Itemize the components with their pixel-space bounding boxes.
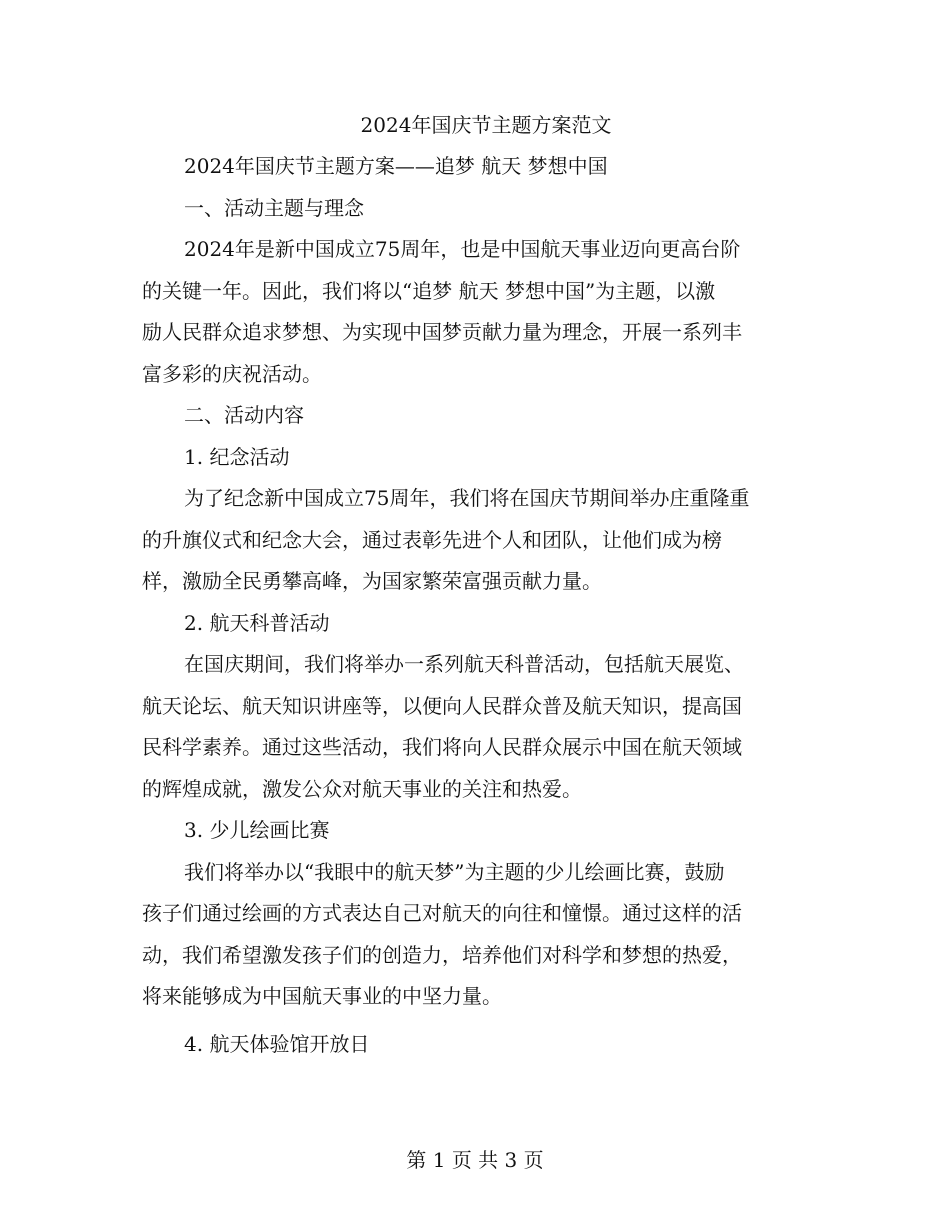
item-heading-space-science: 2. 航天科普活动: [184, 610, 330, 635]
text-line: 2024年是新中国成立75周年，也是中国航天事业迈向更高台阶: [184, 237, 741, 261]
text-line: 的关键一年。因此，我们将以“追梦 航天 梦想中国”为主题，以激: [142, 278, 716, 303]
document-title: 2024年国庆节主题方案范文: [360, 113, 612, 137]
text-line: 富多彩的庆祝活动。: [142, 361, 322, 386]
text-line: 在国庆期间，我们将举办一系列航天科普活动，包括航天展览、: [184, 652, 744, 676]
text-line: 民科学素养。通过这些活动，我们将向人民群众展示中国在航天领域: [142, 735, 742, 759]
text-line: 为了纪念新中国成立75周年，我们将在国庆节期间举办庄重隆重: [184, 486, 750, 510]
section-heading-content: 二、活动内容: [184, 403, 304, 427]
item-heading-drawing-contest: 3. 少儿绘画比赛: [184, 818, 330, 842]
section-heading-theme: 一、活动主题与理念: [184, 195, 364, 220]
paragraph-theme: [142, 229, 810, 395]
text-line: 励人民群众追求梦想、为实现中国梦贡献力量为理念，开展一系列丰: [142, 320, 742, 344]
item-heading-commemoration: 1. 纪念活动: [184, 444, 290, 469]
paragraph-commemoration: [142, 478, 810, 603]
paragraph-space-science: [142, 644, 810, 810]
paragraph-drawing-contest: [142, 852, 810, 1018]
text-line: 我们将举办以“我眼中的航天梦”为主题的少儿绘画比赛，鼓励: [184, 859, 725, 884]
text-line: 航天论坛、航天知识讲座等，以便向人民群众普及航天知识，提高国: [142, 693, 742, 718]
document-subtitle: 2024年国庆节主题方案——追梦 航天 梦想中国: [184, 154, 608, 178]
text-line: 将来能够成为中国航天事业的中坚力量。: [142, 984, 502, 1008]
text-line: 的升旗仪式和纪念大会，通过表彰先进个人和团队，让他们成为榜: [142, 527, 722, 552]
text-line: 孩子们通过绘画的方式表达自己对航天的向往和憧憬。通过这样的活: [142, 901, 742, 925]
document-body: [142, 105, 810, 1065]
text-line: 样，激励全民勇攀高峰，为国家繁荣富强贡献力量。: [142, 569, 602, 593]
item-heading-experience-hall: 4. 航天体验馆开放日: [184, 1031, 370, 1056]
text-line: 动，我们希望激发孩子们的创造力，培养他们对科学和梦想的热爱，: [142, 942, 742, 967]
page-number-footer: 第 1 页 共 3 页: [406, 1148, 544, 1172]
text-line: 的辉煌成就，激发公众对航天事业的关注和热爱。: [142, 776, 582, 801]
